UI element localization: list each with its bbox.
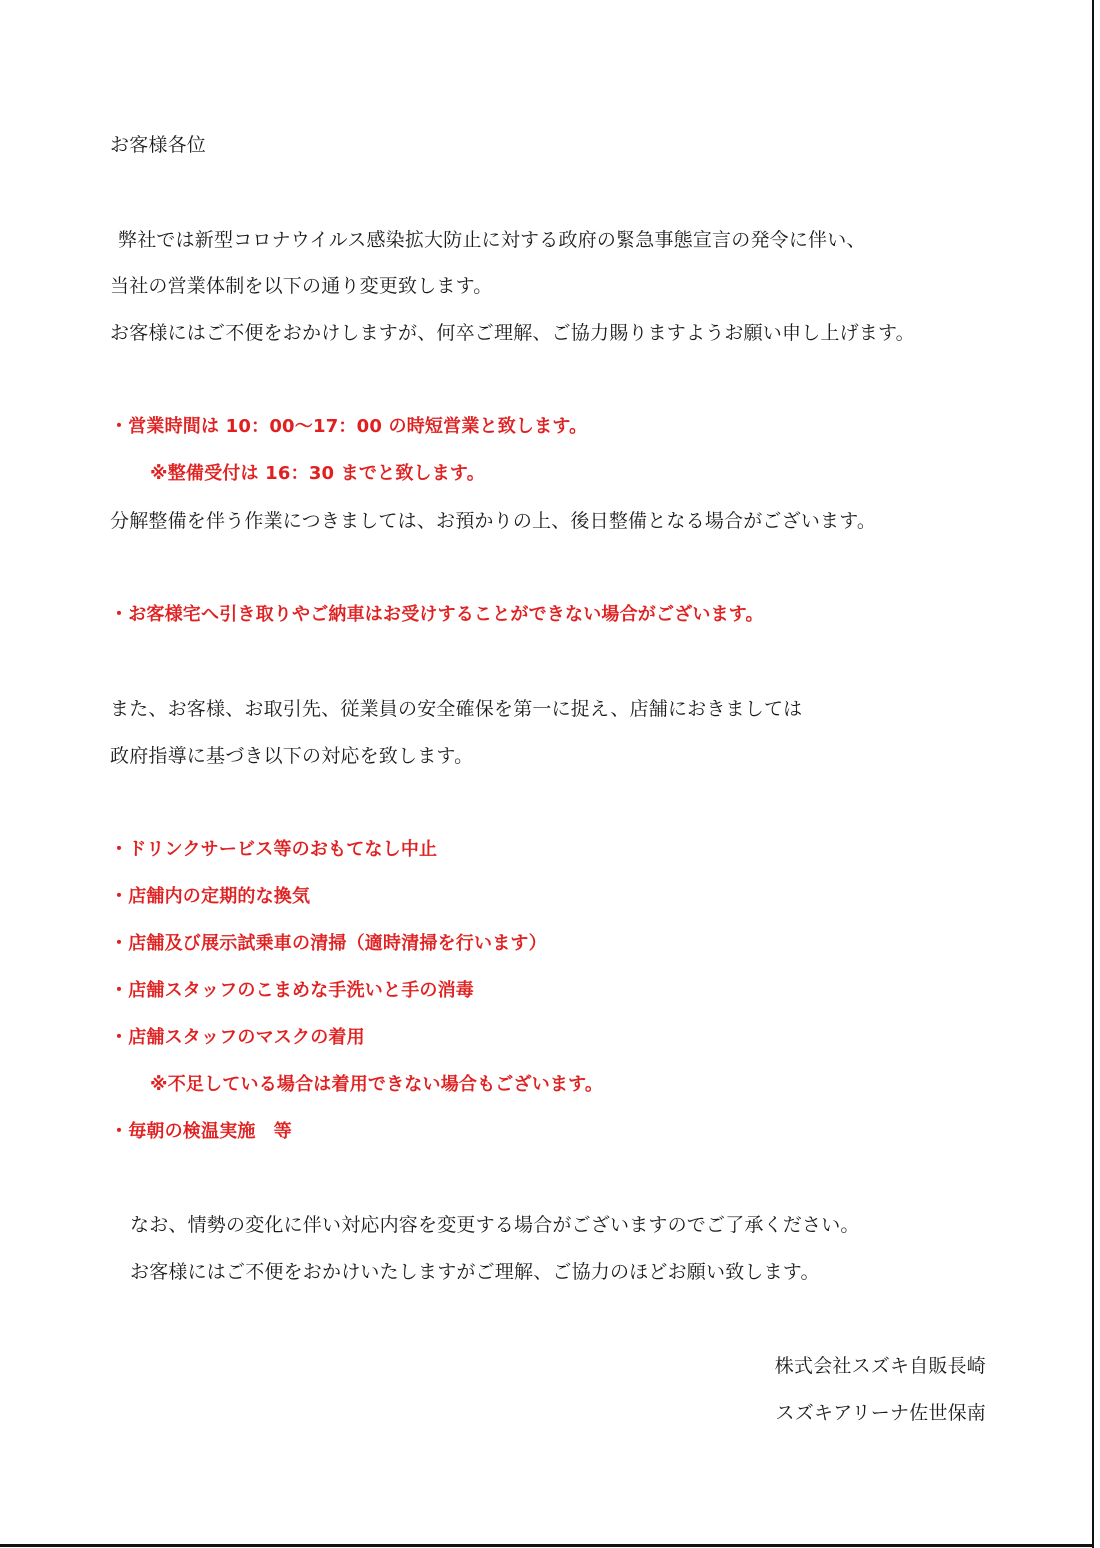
hours-notice: ・営業時間は 10：00～17：00 の時短営業と致します。 (110, 416, 588, 437)
salutation: お客様各位 (110, 134, 207, 156)
intro-line-1: 弊社では新型コロナウイルス感染拡大防止に対する政府の緊急事態宣言の発令に伴い、 (118, 229, 866, 251)
intro-line-3: お客様にはご不便をおかけしますが、何卒ご理解、ご協力賜りますようお願い申し上げます。 (110, 322, 915, 344)
disassembly-note: 分解整備を伴う作業につきましては、お預かりの上、後日整備となる場合がございます。 (110, 510, 877, 532)
safety-intro-line-2: 政府指導に基づき以下の対応を致します。 (110, 745, 474, 767)
safety-intro-line-1: また、お客様、お取引先、従業員の安全確保を第一に捉え、店舗におきましては (110, 698, 803, 720)
signature-store: スズキアリーナ佐世保南 (775, 1402, 986, 1424)
signature-company: 株式会社スズキ自販長崎 (774, 1355, 986, 1377)
closing-line-1: なお、情勢の変化に伴い対応内容を変更する場合がございますのでご了承ください。 (130, 1214, 860, 1236)
page-edge-right (1092, 0, 1094, 1548)
measure-item: ・店舗スタッフのマスクの着用 (110, 1027, 365, 1048)
page-edge-bottom (0, 1544, 1094, 1547)
measure-item: ・毎朝の検温実施 等 (110, 1121, 292, 1142)
measure-item: ・店舗及び展示試乗車の清掃（適時清掃を行います） (110, 933, 547, 954)
intro-line-2: 当社の営業体制を以下の通り変更致します。 (110, 275, 493, 297)
pickup-delivery-notice: ・お客様宅へ引き取りやご納車はお受けすることができない場合がございます。 (110, 604, 764, 625)
measure-note: ※不足している場合は着用できない場合もございます。 (150, 1074, 604, 1095)
measure-item: ・ドリンクサービス等のおもてなし中止 (110, 839, 438, 860)
closing-line-2: お客様にはご不便をおかけいたしますがご理解、ご協力のほどお願い致します。 (130, 1261, 820, 1283)
measure-item: ・店舗内の定期的な換気 (110, 886, 311, 907)
measure-item: ・店舗スタッフのこまめな手洗いと手の消毒 (110, 980, 474, 1001)
service-reception-notice: ※整備受付は 16：30 までと致します。 (150, 463, 485, 484)
